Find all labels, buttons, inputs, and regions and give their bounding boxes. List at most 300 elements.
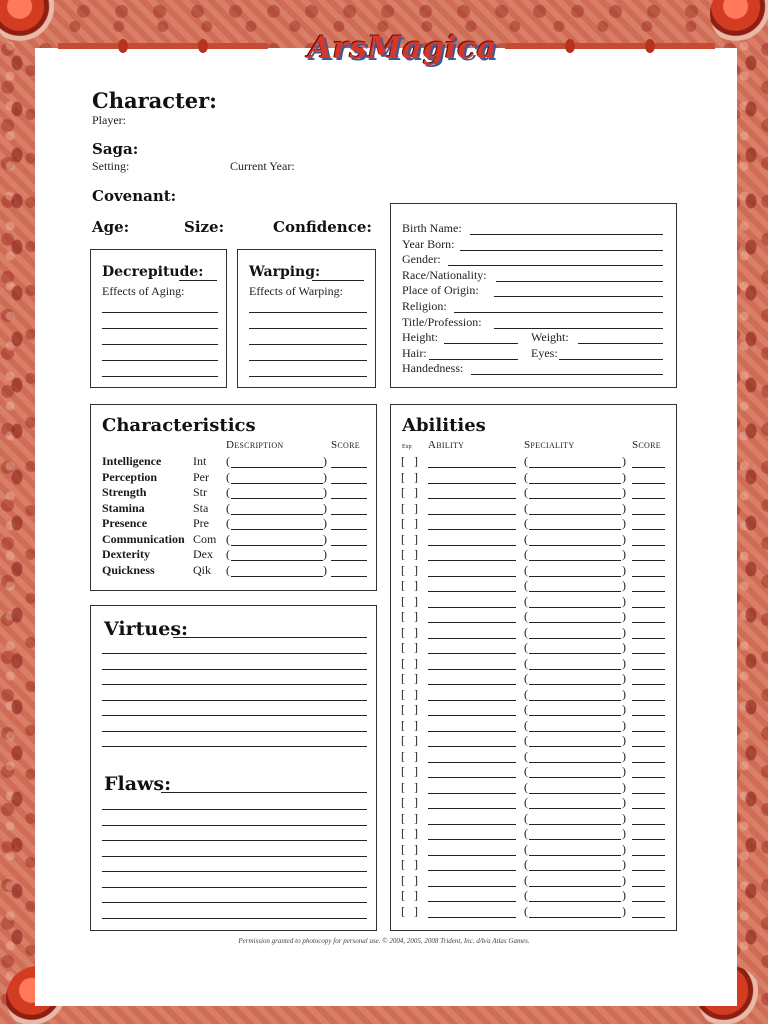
close-paren: ): [622, 888, 626, 902]
exp-header: Exp: [402, 444, 412, 450]
personal-field-line[interactable]: [454, 312, 663, 313]
open-paren: (: [524, 888, 528, 902]
aging-line[interactable]: [102, 312, 218, 313]
ability-score-line[interactable]: [632, 622, 665, 623]
characteristic-description-line[interactable]: [231, 483, 323, 484]
ability-line[interactable]: [428, 607, 516, 608]
open-paren: (: [524, 795, 528, 809]
speciality-line[interactable]: [529, 498, 621, 499]
ability-line[interactable]: [428, 498, 516, 499]
speciality-line[interactable]: [529, 653, 621, 654]
characteristic-name: Communication: [102, 531, 185, 546]
flaw-line[interactable]: [102, 871, 367, 872]
open-paren: (: [524, 547, 528, 561]
weight-line[interactable]: [578, 343, 663, 344]
speciality-line[interactable]: [529, 560, 621, 561]
open-paren: (: [524, 810, 528, 825]
ability-line[interactable]: [428, 855, 516, 856]
speciality-line[interactable]: [529, 715, 621, 716]
open-paren: (: [524, 748, 528, 763]
height-line[interactable]: [444, 343, 518, 344]
exp-checkbox[interactable]: [ ]: [401, 702, 421, 716]
close-paren: ): [622, 547, 626, 561]
characteristic-abbr: Qik: [193, 562, 211, 577]
open-paren: (: [524, 454, 528, 468]
close-paren: ): [622, 500, 626, 515]
speciality-line[interactable]: [529, 669, 621, 670]
warping-line[interactable]: [249, 360, 367, 361]
ability-line[interactable]: [428, 529, 516, 530]
ability-score-line[interactable]: [632, 700, 665, 701]
exp-checkbox[interactable]: [ ]: [401, 593, 421, 608]
open-paren: (: [524, 624, 528, 639]
open-paren: (: [524, 702, 528, 716]
open-paren: (: [524, 531, 528, 546]
ability-score-line[interactable]: [632, 560, 665, 561]
characteristic-description-line[interactable]: [231, 514, 323, 515]
speciality-line[interactable]: [529, 622, 621, 623]
ability-header: Ability: [428, 439, 465, 451]
flaw-line[interactable]: [102, 825, 367, 826]
ability-line[interactable]: [428, 762, 516, 763]
characteristic-abbr: Sta: [193, 500, 209, 515]
close-paren: ): [622, 562, 626, 577]
open-paren: (: [524, 764, 528, 778]
ability-line[interactable]: [428, 591, 516, 592]
ability-line[interactable]: [428, 746, 516, 747]
ability-score-line[interactable]: [632, 917, 665, 918]
exp-checkbox[interactable]: [ ]: [401, 686, 421, 701]
exp-checkbox[interactable]: [ ]: [401, 469, 421, 484]
personal-field-label: Race/Nationality:: [402, 267, 487, 282]
characteristic-abbr: Com: [193, 531, 217, 546]
ability-score-line[interactable]: [632, 545, 665, 546]
setting-label: Setting:: [92, 159, 130, 173]
personal-field-line[interactable]: [448, 265, 663, 266]
exp-checkbox[interactable]: [ ]: [401, 764, 421, 778]
close-paren: ): [622, 717, 626, 732]
ability-line[interactable]: [428, 467, 516, 468]
ability-line[interactable]: [428, 545, 516, 546]
exp-checkbox[interactable]: [ ]: [401, 516, 421, 530]
age-label: Age:: [92, 218, 130, 236]
characteristic-name: Intelligence: [102, 454, 162, 468]
flaws-title: Flaws:: [104, 773, 172, 795]
close-paren: ): [622, 531, 626, 546]
virtue-line[interactable]: [102, 684, 367, 685]
characteristic-name: Quickness: [102, 562, 155, 577]
ability-score-line[interactable]: [632, 684, 665, 685]
exp-checkbox[interactable]: [ ]: [401, 562, 421, 577]
flaw-line[interactable]: [102, 840, 367, 841]
characteristic-score-line[interactable]: [331, 498, 367, 499]
open-paren: (: [524, 779, 528, 794]
exp-checkbox[interactable]: [ ]: [401, 810, 421, 825]
ability-line[interactable]: [428, 917, 516, 918]
open-paren: (: [226, 500, 230, 515]
speciality-line[interactable]: [529, 731, 621, 732]
close-paren: ): [622, 748, 626, 763]
ability-line[interactable]: [428, 483, 516, 484]
exp-checkbox[interactable]: [ ]: [401, 531, 421, 546]
speciality-line[interactable]: [529, 808, 621, 809]
ability-score-line[interactable]: [632, 808, 665, 809]
speciality-line[interactable]: [529, 467, 621, 468]
exp-checkbox[interactable]: [ ]: [401, 578, 421, 592]
speciality-line[interactable]: [529, 576, 621, 577]
warping-line[interactable]: [249, 344, 367, 345]
characteristic-description-line[interactable]: [231, 498, 323, 499]
characteristic-score-line[interactable]: [331, 560, 367, 561]
ability-score-line[interactable]: [632, 731, 665, 732]
personal-field-label: Place of Origin:: [402, 283, 479, 298]
exp-checkbox[interactable]: [ ]: [401, 826, 421, 840]
ability-score-line[interactable]: [632, 715, 665, 716]
open-paren: (: [524, 593, 528, 608]
personal-field-label: Title/Profession:: [402, 314, 482, 329]
warping-box: [237, 249, 376, 388]
ability-score-line[interactable]: [632, 870, 665, 871]
ability-line[interactable]: [428, 514, 516, 515]
ability-score-line[interactable]: [632, 591, 665, 592]
characteristic-abbr: Str: [193, 485, 208, 499]
ability-score-line[interactable]: [632, 824, 665, 825]
open-paren: (: [524, 857, 528, 871]
speciality-line[interactable]: [529, 638, 621, 639]
open-paren: (: [524, 671, 528, 685]
ability-line[interactable]: [428, 715, 516, 716]
flaw-line[interactable]: [102, 809, 367, 810]
description-header: Description: [226, 439, 284, 451]
ability-score-line[interactable]: [632, 514, 665, 515]
flaws-line[interactable]: [161, 792, 367, 793]
speciality-line[interactable]: [529, 591, 621, 592]
ability-score-line[interactable]: [632, 576, 665, 577]
exp-checkbox[interactable]: [ ]: [401, 717, 421, 732]
exp-checkbox[interactable]: [ ]: [401, 485, 421, 499]
virtue-line[interactable]: [102, 746, 367, 747]
open-paren: (: [226, 516, 230, 530]
eyes-line[interactable]: [559, 359, 663, 360]
characteristic-name: Stamina: [102, 500, 145, 515]
speciality-line[interactable]: [529, 607, 621, 608]
ability-score-line[interactable]: [632, 607, 665, 608]
flaw-line[interactable]: [102, 902, 367, 903]
effects-of-warping-label: Effects of Warping:: [249, 284, 343, 298]
personal-field-line[interactable]: [460, 250, 663, 251]
exp-checkbox[interactable]: [ ]: [401, 500, 421, 515]
close-paren: ): [622, 516, 626, 530]
ability-line[interactable]: [428, 824, 516, 825]
personal-info-box: [390, 203, 677, 388]
warping-line[interactable]: [249, 376, 367, 377]
characteristic-description-line[interactable]: [231, 545, 323, 546]
speciality-line[interactable]: [529, 700, 621, 701]
speciality-line[interactable]: [529, 483, 621, 484]
ability-line[interactable]: [428, 901, 516, 902]
exp-checkbox[interactable]: [ ]: [401, 454, 421, 468]
close-paren: ): [622, 779, 626, 794]
ability-line[interactable]: [428, 808, 516, 809]
open-paren: (: [226, 547, 230, 561]
close-paren: ): [622, 485, 626, 499]
ability-line[interactable]: [428, 731, 516, 732]
header-ornament-right: [505, 43, 715, 49]
characteristic-abbr: Dex: [193, 547, 213, 561]
close-paren: ): [622, 655, 626, 670]
characteristic-score-line[interactable]: [331, 467, 367, 468]
open-paren: (: [524, 469, 528, 484]
characteristic-name: Presence: [102, 516, 148, 530]
covenant-label: Covenant:: [92, 187, 177, 205]
open-paren: (: [524, 686, 528, 701]
close-paren: ): [323, 531, 327, 546]
ability-line[interactable]: [428, 669, 516, 670]
exp-checkbox[interactable]: [ ]: [401, 841, 421, 856]
speciality-line[interactable]: [529, 901, 621, 902]
speciality-line[interactable]: [529, 545, 621, 546]
ability-score-line[interactable]: [632, 498, 665, 499]
virtue-line[interactable]: [102, 715, 367, 716]
personal-field-label: Year Born:: [402, 236, 455, 251]
current-year-label: Current Year:: [230, 159, 295, 173]
ability-score-line[interactable]: [632, 529, 665, 530]
confidence-label: Confidence:: [273, 218, 372, 236]
decrepitude-score-line[interactable]: [179, 280, 217, 281]
virtue-line[interactable]: [102, 700, 367, 701]
ability-score-line[interactable]: [632, 638, 665, 639]
speciality-line[interactable]: [529, 870, 621, 871]
open-paren: (: [226, 454, 230, 468]
virtues-line[interactable]: [173, 637, 367, 638]
ability-score-line[interactable]: [632, 483, 665, 484]
characteristic-score-line[interactable]: [331, 545, 367, 546]
personal-field-line[interactable]: [494, 296, 663, 297]
ability-score-line[interactable]: [632, 901, 665, 902]
warping-score-line[interactable]: [312, 280, 364, 281]
ability-score-line[interactable]: [632, 777, 665, 778]
ability-score-line[interactable]: [632, 855, 665, 856]
exp-checkbox[interactable]: [ ]: [401, 671, 421, 685]
exp-checkbox[interactable]: [ ]: [401, 640, 421, 654]
close-paren: ): [323, 454, 327, 468]
close-paren: ): [622, 640, 626, 654]
close-paren: ): [323, 469, 327, 484]
close-paren: ): [323, 516, 327, 530]
virtues-flaws-box: [90, 605, 377, 931]
ability-line[interactable]: [428, 839, 516, 840]
ability-score-header: Score: [632, 439, 661, 451]
ars-magica-logo: ArsMagica: [308, 30, 498, 66]
characteristic-score-line[interactable]: [331, 576, 367, 577]
close-paren: ): [622, 764, 626, 778]
close-paren: ): [323, 485, 327, 499]
exp-checkbox[interactable]: [ ]: [401, 857, 421, 871]
characteristics-box: [90, 404, 377, 591]
effects-of-aging-label: Effects of Aging:: [102, 284, 185, 298]
speciality-line[interactable]: [529, 917, 621, 918]
close-paren: ): [622, 624, 626, 639]
abilities-title: Abilities: [402, 415, 486, 436]
speciality-line[interactable]: [529, 839, 621, 840]
open-paren: (: [524, 500, 528, 515]
ability-line[interactable]: [428, 576, 516, 577]
exp-checkbox[interactable]: [ ]: [401, 872, 421, 887]
aging-line[interactable]: [102, 376, 218, 377]
characteristic-abbr: Pre: [193, 516, 209, 530]
ability-score-line[interactable]: [632, 793, 665, 794]
handedness-label: Handedness:: [402, 361, 464, 376]
close-paren: ): [622, 671, 626, 685]
personal-field-label: Gender:: [402, 252, 441, 267]
speciality-line[interactable]: [529, 514, 621, 515]
close-paren: ): [622, 469, 626, 484]
close-paren: ): [622, 578, 626, 592]
open-paren: (: [524, 841, 528, 856]
open-paren: (: [524, 826, 528, 840]
open-paren: (: [226, 485, 230, 499]
exp-checkbox[interactable]: [ ]: [401, 733, 421, 747]
close-paren: ): [622, 795, 626, 809]
ability-line[interactable]: [428, 653, 516, 654]
speciality-line[interactable]: [529, 529, 621, 530]
open-paren: (: [226, 469, 230, 484]
exp-checkbox[interactable]: [ ]: [401, 624, 421, 639]
virtue-line[interactable]: [102, 669, 367, 670]
decrepitude-title: Decrepitude:: [102, 264, 204, 280]
ability-score-line[interactable]: [632, 886, 665, 887]
open-paren: (: [524, 485, 528, 499]
aging-line[interactable]: [102, 344, 218, 345]
open-paren: (: [524, 578, 528, 592]
speciality-line[interactable]: [529, 746, 621, 747]
open-paren: (: [524, 640, 528, 654]
close-paren: ): [622, 733, 626, 747]
close-paren: ): [622, 857, 626, 871]
speciality-line[interactable]: [529, 684, 621, 685]
warping-line[interactable]: [249, 312, 367, 313]
characteristic-description-line[interactable]: [231, 560, 323, 561]
close-paren: ): [622, 702, 626, 716]
personal-field-line[interactable]: [494, 328, 663, 329]
header-ornament-left: [58, 43, 268, 49]
ability-line[interactable]: [428, 777, 516, 778]
close-paren: ): [622, 593, 626, 608]
virtue-line[interactable]: [102, 731, 367, 732]
hair-line[interactable]: [429, 359, 518, 360]
open-paren: (: [524, 733, 528, 747]
close-paren: ): [622, 841, 626, 856]
characteristic-description-line[interactable]: [231, 576, 323, 577]
close-paren: ): [622, 826, 626, 840]
aging-line[interactable]: [102, 360, 218, 361]
characteristics-title: Characteristics: [102, 415, 256, 436]
player-label: Player:: [92, 113, 126, 127]
close-paren: ): [622, 454, 626, 468]
speciality-line[interactable]: [529, 793, 621, 794]
personal-field-line[interactable]: [470, 234, 663, 235]
ability-line[interactable]: [428, 638, 516, 639]
virtues-title: Virtues:: [104, 618, 189, 640]
flaw-line[interactable]: [102, 887, 367, 888]
exp-checkbox[interactable]: [ ]: [401, 903, 421, 918]
exp-checkbox[interactable]: [ ]: [401, 655, 421, 670]
warping-line[interactable]: [249, 328, 367, 329]
ability-score-line[interactable]: [632, 653, 665, 654]
vine-ornament-left: [0, 40, 34, 984]
speciality-line[interactable]: [529, 762, 621, 763]
open-paren: (: [524, 872, 528, 887]
decrepitude-box: [90, 249, 227, 388]
exp-checkbox[interactable]: [ ]: [401, 888, 421, 902]
characteristic-score-line[interactable]: [331, 529, 367, 530]
ability-score-line[interactable]: [632, 839, 665, 840]
exp-checkbox[interactable]: [ ]: [401, 779, 421, 794]
characteristic-description-line[interactable]: [231, 467, 323, 468]
size-label: Size:: [184, 218, 225, 236]
ability-line[interactable]: [428, 886, 516, 887]
characteristic-name: Dexterity: [102, 547, 150, 561]
saga-label: Saga:: [92, 140, 139, 158]
exp-checkbox[interactable]: [ ]: [401, 748, 421, 763]
ability-score-line[interactable]: [632, 762, 665, 763]
ability-line[interactable]: [428, 700, 516, 701]
ability-score-line[interactable]: [632, 746, 665, 747]
eyes-label: Eyes:: [531, 345, 558, 360]
ability-line[interactable]: [428, 870, 516, 871]
copyright-footer: Permission granted to photocopy for personal use. © 2004, 2005, 2008 Trident, Inc. d/b/a Atlas Games.: [238, 937, 530, 945]
flaw-line[interactable]: [102, 918, 367, 919]
handedness-line[interactable]: [471, 374, 663, 375]
vine-ornament-right: [734, 40, 768, 984]
personal-field-line[interactable]: [496, 281, 663, 282]
close-paren: ): [323, 562, 327, 577]
exp-checkbox[interactable]: [ ]: [401, 609, 421, 623]
ability-line[interactable]: [428, 560, 516, 561]
personal-field-label: Birth Name:: [402, 221, 462, 235]
ability-line[interactable]: [428, 793, 516, 794]
exp-checkbox[interactable]: [ ]: [401, 795, 421, 809]
character-label: Character:: [92, 88, 217, 113]
ability-score-line[interactable]: [632, 669, 665, 670]
open-paren: (: [524, 609, 528, 623]
characteristic-name: Perception: [102, 469, 158, 484]
score-header: Score: [331, 439, 360, 451]
characteristic-score-line[interactable]: [331, 514, 367, 515]
height-label: Height:: [402, 330, 438, 345]
aging-line[interactable]: [102, 328, 218, 329]
virtue-line[interactable]: [102, 653, 367, 654]
exp-checkbox[interactable]: [ ]: [401, 547, 421, 561]
hair-label: Hair:: [402, 345, 427, 360]
speciality-line[interactable]: [529, 886, 621, 887]
speciality-line[interactable]: [529, 855, 621, 856]
ability-score-line[interactable]: [632, 467, 665, 468]
characteristic-score-line[interactable]: [331, 483, 367, 484]
characteristic-abbr: Int: [193, 454, 207, 468]
close-paren: ): [622, 609, 626, 623]
speciality-line[interactable]: [529, 824, 621, 825]
flaw-line[interactable]: [102, 856, 367, 857]
open-paren: (: [524, 903, 528, 918]
ability-line[interactable]: [428, 622, 516, 623]
open-paren: (: [524, 655, 528, 670]
characteristic-name: Strength: [102, 485, 147, 499]
close-paren: ): [323, 547, 327, 561]
ability-line[interactable]: [428, 684, 516, 685]
characteristic-description-line[interactable]: [231, 529, 323, 530]
speciality-line[interactable]: [529, 777, 621, 778]
